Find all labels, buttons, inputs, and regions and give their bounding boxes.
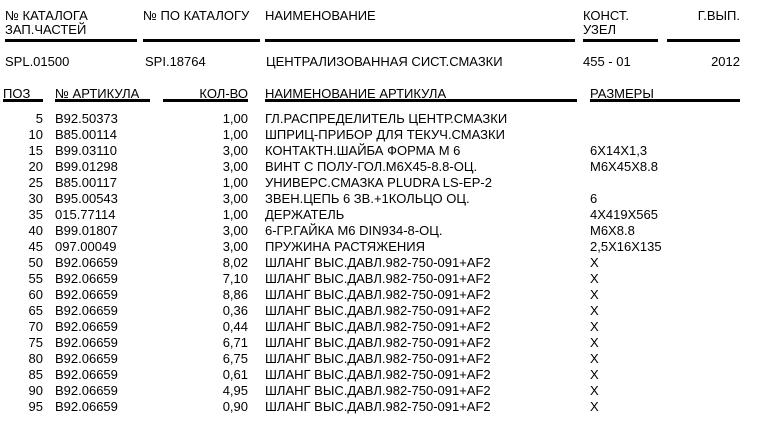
cell-article: B92.06659 xyxy=(55,399,118,414)
table-row xyxy=(0,367,764,383)
cell-qty: 8,86 xyxy=(222,287,248,302)
cell-size: X xyxy=(590,335,599,350)
year-value: 2012 xyxy=(711,54,740,69)
cell-size: X xyxy=(590,255,599,270)
header-qty: КОЛ-ВО xyxy=(163,87,248,102)
table-row xyxy=(0,111,764,127)
cell-article: B92.06659 xyxy=(55,303,118,318)
cell-article: B99.03110 xyxy=(55,143,117,158)
cell-qty: 0,90 xyxy=(222,399,248,414)
cell-name: ШЛАНГ ВЫС.ДАВЛ.982-750-091+AF2 xyxy=(265,399,491,414)
parts-table-rows xyxy=(0,111,764,415)
cell-name: ВИНТ С ПОЛУ-ГОЛ.M6X45-8.8-ОЦ. xyxy=(265,159,478,174)
table-row xyxy=(0,383,764,399)
cell-name: ШЛАНГ ВЫС.ДАВЛ.982-750-091+AF2 xyxy=(265,383,491,398)
cell-size: X xyxy=(590,367,599,382)
cell-pos: 85 xyxy=(28,367,43,382)
cell-article: B92.50373 xyxy=(55,111,118,126)
table-row xyxy=(0,287,764,303)
cell-size: X xyxy=(590,319,599,334)
year-label: Г.ВЫП. xyxy=(697,8,740,23)
cell-size: M6X45X8.8 xyxy=(590,159,658,174)
cell-pos: 35 xyxy=(28,207,43,222)
cell-pos: 5 xyxy=(35,111,43,126)
cell-article: B95.00543 xyxy=(55,191,118,206)
table-row xyxy=(0,143,764,159)
cell-pos: 30 xyxy=(28,191,43,206)
cell-name: ЗВЕН.ЦЕПЬ 6 ЗВ.+1КОЛЬЦО ОЦ. xyxy=(265,191,470,206)
cell-name: ШЛАНГ ВЫС.ДАВЛ.982-750-091+AF2 xyxy=(265,287,491,302)
assembly-unit-label-line1: КОНСТ. xyxy=(583,8,629,23)
cell-pos: 80 xyxy=(28,351,43,366)
cell-name: УНИВЕРС.СМАЗКА PLUDRA LS-EP-2 xyxy=(265,175,492,190)
cell-pos: 90 xyxy=(28,383,43,398)
assembly-unit-label-line2: УЗЕЛ xyxy=(583,22,617,37)
col-header-catalog-no xyxy=(143,9,260,42)
cell-name: ШПРИЦ-ПРИБОР ДЛЯ ТЕКУЧ.СМАЗКИ xyxy=(265,127,505,142)
header-size: РАЗМЕРЫ xyxy=(590,87,740,102)
cell-name: ШЛАНГ ВЫС.ДАВЛ.982-750-091+AF2 xyxy=(265,255,491,270)
cell-pos: 10 xyxy=(28,127,43,142)
cell-article: B92.06659 xyxy=(55,319,118,334)
cell-article: 015.77114 xyxy=(55,207,116,222)
cell-article: B92.06659 xyxy=(55,287,118,302)
cell-pos: 40 xyxy=(28,223,43,238)
cell-size: M6X8.8 xyxy=(590,223,635,238)
cell-qty: 1,00 xyxy=(222,175,248,190)
cell-name: ГЛ.РАСПРЕДЕЛИТЕЛЬ ЦЕНТР.СМАЗКИ xyxy=(265,111,508,126)
cell-name: ШЛАНГ ВЫС.ДАВЛ.982-750-091+AF2 xyxy=(265,271,491,286)
table-row xyxy=(0,127,764,143)
cell-name: ШЛАНГ ВЫС.ДАВЛ.982-750-091+AF2 xyxy=(265,319,491,334)
spare-parts-catalog-no-label-line2: ЗАП.ЧАСТЕЙ xyxy=(5,22,87,37)
cell-qty: 4,95 xyxy=(222,383,248,398)
cell-pos: 60 xyxy=(28,287,43,302)
cell-pos: 20 xyxy=(28,159,43,174)
cell-name: ДЕРЖАТЕЛЬ xyxy=(265,207,345,222)
cell-size: 6X14X1,3 xyxy=(590,143,648,158)
cell-article: B85.00114 xyxy=(55,127,117,142)
cell-pos: 50 xyxy=(28,255,43,270)
table-row xyxy=(0,351,764,367)
cell-size: X xyxy=(590,271,599,286)
cell-qty: 0,36 xyxy=(222,303,248,318)
catalog-no-value: SPI.18764 xyxy=(145,54,206,69)
table-row xyxy=(0,239,764,255)
table-row xyxy=(0,223,764,239)
cell-article: B85.00117 xyxy=(55,175,117,190)
cell-name: ШЛАНГ ВЫС.ДАВЛ.982-750-091+AF2 xyxy=(265,351,491,366)
cell-article: B92.06659 xyxy=(55,383,118,398)
cell-pos: 70 xyxy=(28,319,43,334)
table-row xyxy=(0,335,764,351)
cell-qty: 0,61 xyxy=(222,367,248,382)
col-header-year xyxy=(667,9,740,42)
cell-name: ШЛАНГ ВЫС.ДАВЛ.982-750-091+AF2 xyxy=(265,335,491,350)
table-row xyxy=(0,191,764,207)
cell-name: КОНТАКТН.ШАЙБА ФОРМА M 6 xyxy=(265,143,461,158)
cell-pos: 75 xyxy=(28,335,43,350)
cell-qty: 1,00 xyxy=(222,127,248,142)
cell-qty: 1,00 xyxy=(222,207,248,222)
cell-article: B92.06659 xyxy=(55,367,118,382)
cell-size: 6 xyxy=(590,191,598,206)
cell-qty: 1,00 xyxy=(222,111,248,126)
cell-pos: 65 xyxy=(28,303,43,318)
cell-qty: 3,00 xyxy=(222,239,248,254)
cell-name: ШЛАНГ ВЫС.ДАВЛ.982-750-091+AF2 xyxy=(265,303,491,318)
cell-name: 6-ГР.ГАЙКА M6 DIN934-8-ОЦ. xyxy=(265,223,443,238)
cell-qty: 0,44 xyxy=(222,319,248,334)
catalog-no-label: № ПО КАТАЛОГУ xyxy=(143,8,250,23)
cell-pos: 15 xyxy=(28,143,43,158)
cell-size: X xyxy=(590,303,599,318)
table-row xyxy=(0,319,764,335)
cell-name: ПРУЖИНА РАСТЯЖЕНИЯ xyxy=(265,239,425,254)
cell-name: ШЛАНГ ВЫС.ДАВЛ.982-750-091+AF2 xyxy=(265,367,491,382)
cell-article: 097.00049 xyxy=(55,239,117,254)
cell-qty: 7,10 xyxy=(222,271,248,286)
header-article: № АРТИКУЛА xyxy=(55,87,150,102)
name-label: НАИМЕНОВАНИЕ xyxy=(265,8,376,23)
cell-size: X xyxy=(590,399,599,414)
table-row xyxy=(0,303,764,319)
table-row xyxy=(0,159,764,175)
cell-article: B92.06659 xyxy=(55,335,118,350)
cell-article: B92.06659 xyxy=(55,271,118,286)
cell-pos: 95 xyxy=(28,399,43,414)
cell-article: B99.01298 xyxy=(55,159,118,174)
table-row xyxy=(0,399,764,415)
cell-pos: 25 xyxy=(28,175,43,190)
col-header-assembly-unit xyxy=(583,9,658,42)
cell-qty: 3,00 xyxy=(222,143,248,158)
table-row xyxy=(0,255,764,271)
header-pos: ПОЗ xyxy=(3,87,43,102)
cell-size: 4X419X565 xyxy=(590,207,658,222)
cell-size: X xyxy=(590,287,599,302)
spare-parts-catalog-no-value: SPL.01500 xyxy=(5,54,70,69)
cell-qty: 8,02 xyxy=(222,255,248,270)
cell-article: B99.01807 xyxy=(55,223,118,238)
cell-qty: 6,75 xyxy=(222,351,248,366)
cell-qty: 3,00 xyxy=(222,159,248,174)
cell-pos: 45 xyxy=(28,239,43,254)
cell-size: X xyxy=(590,383,599,398)
cell-size: X xyxy=(590,351,599,366)
table-row xyxy=(0,207,764,223)
cell-pos: 55 xyxy=(28,271,43,286)
spare-parts-catalog-no-label-line1: № КАТАЛОГА xyxy=(5,8,88,23)
assembly-unit-value: 455 - 01 xyxy=(583,54,631,69)
cell-qty: 3,00 xyxy=(222,223,248,238)
col-header-spare-parts-catalog-no xyxy=(5,9,137,42)
cell-article: B92.06659 xyxy=(55,351,118,366)
cell-qty: 3,00 xyxy=(222,191,248,206)
cell-article: B92.06659 xyxy=(55,255,118,270)
header-name: НАИМЕНОВАНИЕ АРТИКУЛА xyxy=(265,87,577,102)
cell-size: 2,5X16X135 xyxy=(590,239,662,254)
col-header-name xyxy=(265,9,575,42)
cell-qty: 6,71 xyxy=(222,335,248,350)
table-row xyxy=(0,271,764,287)
name-value: ЦЕНТРАЛИЗОВАННАЯ СИСТ.СМАЗКИ xyxy=(266,54,503,69)
table-row xyxy=(0,175,764,191)
